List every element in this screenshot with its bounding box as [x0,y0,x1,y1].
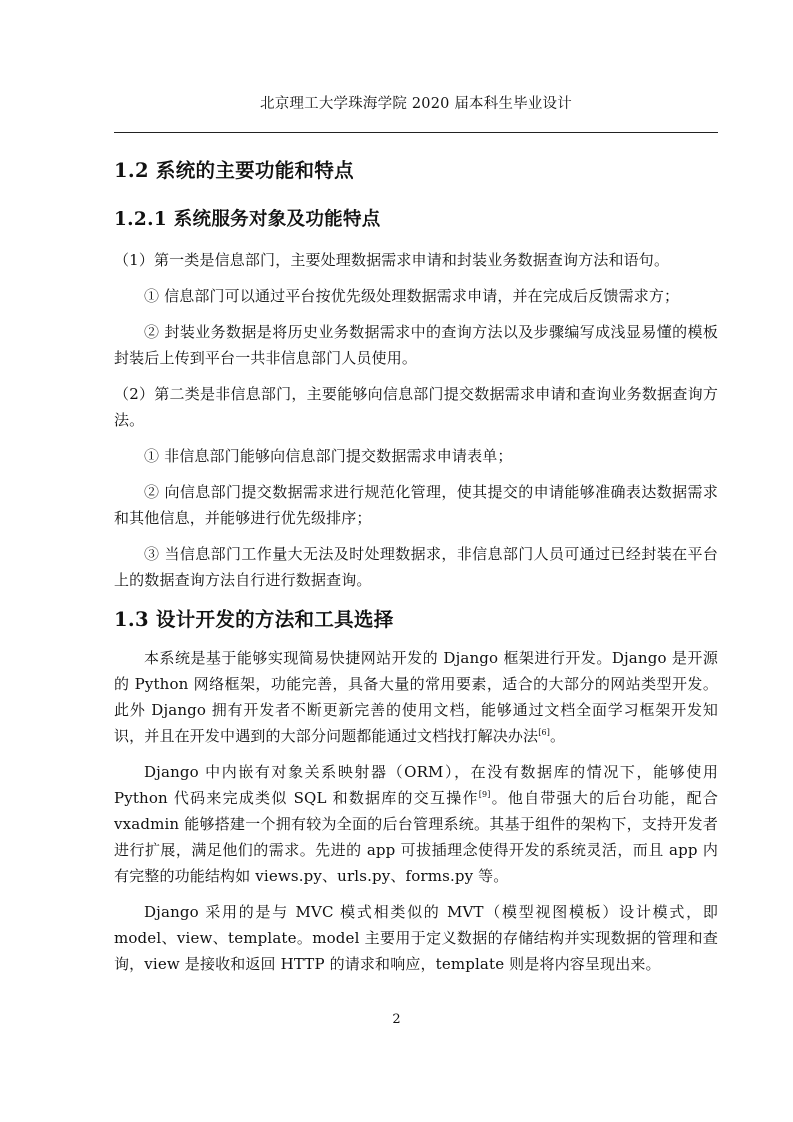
paragraph-django-intro [114,645,718,749]
running-header: 北京理工大学珠海学院 2020 届本科生毕业设计 [260,96,572,112]
paragraph-text: 本系统是基于能够实现简易快捷网站开发的 Django 框架进行开发。Django 是开源的 Python 网络框架，功能完善，具备大量的常用要素，适合的大部分的网站类型开发。此外 Django 拥有开发者不断更新完善的使用文档，能够通过文档全面学习框架开发知识，并且在开发中遇到的大部分问题都能通过文档找打解决办法 [114,649,718,745]
paragraph-item-1-2: ② 封装业务数据是将历史业务数据需求中的查询方法以及步骤编写成浅显易懂的模板封装后上传到平台一共非信息部门人员使用。 [114,323,718,367]
citation-ref: [6] [538,728,550,737]
paragraph-django-mvt: Django 采用的是与 MVC 模式相类似的 MVT（模型视图模板）设计模式，即 model、view、template。model 主要用于定义数据的存储结构并实现数据的管理和查询，view 是接收和返回 HTTP 的请求和响应，template 则是将内容呈现出来。 [114,903,718,973]
paragraph-item-1-1: ① 信息部门可以通过平台按优先级处理数据需求申请，并在完成后反馈需求方； [144,287,680,305]
paragraph-text-end: 。 [550,727,566,745]
paragraph-item-2-1: ① 非信息部门能够向信息部门提交数据需求申请表单； [144,447,513,465]
paragraph-text-end: 。他自带强大的后台功能，配合 vxadmin 能够搭建一个拥有较为全面的后台管理系统。其基于组件的架构下，支持开发者进行扩展，满足他们的需求。先进的 app 可拔插理念使得开发的系统灵活，而且 app 内有完整的功能结构如 views.py、urls.py、forms.py 等。 [114,789,718,885]
heading-1-2: 1.2 系统的主要功能和特点 [114,159,354,182]
paragraph-django-orm [114,759,718,889]
heading-1-3: 1.3 设计开发的方法和工具选择 [114,608,394,631]
paragraph-category-1: （1）第一类是信息部门，主要处理数据需求申请和封装业务数据查询方法和语句。 [114,251,670,269]
page-number: 2 [392,1012,401,1027]
heading-1-2-1: 1.2.1 系统服务对象及功能特点 [114,209,381,230]
citation-ref: [9] [478,790,491,799]
paragraph-item-2-2: ② 向信息部门提交数据需求进行规范化管理，使其提交的申请能够准确表达数据需求和其他信息，并能够进行优先级排序； [114,483,718,527]
paragraph-item-2-3: ③ 当信息部门工作量大无法及时处理数据求，非信息部门人员可通过已经封装在平台上的数据查询方法自行进行数据查询。 [114,545,718,589]
header-rule [114,132,718,133]
paragraph-text: Django 中内嵌有对象关系映射器（ORM），在没有数据库的情况下，能够使用 Python 代码来完成类似 SQL 和数据库的交互操作 [114,763,718,807]
paragraph-category-2: （2）第二类是非信息部门，主要能够向信息部门提交数据需求申请和查询业务数据查询方法。 [114,385,718,429]
document-body [114,156,718,977]
